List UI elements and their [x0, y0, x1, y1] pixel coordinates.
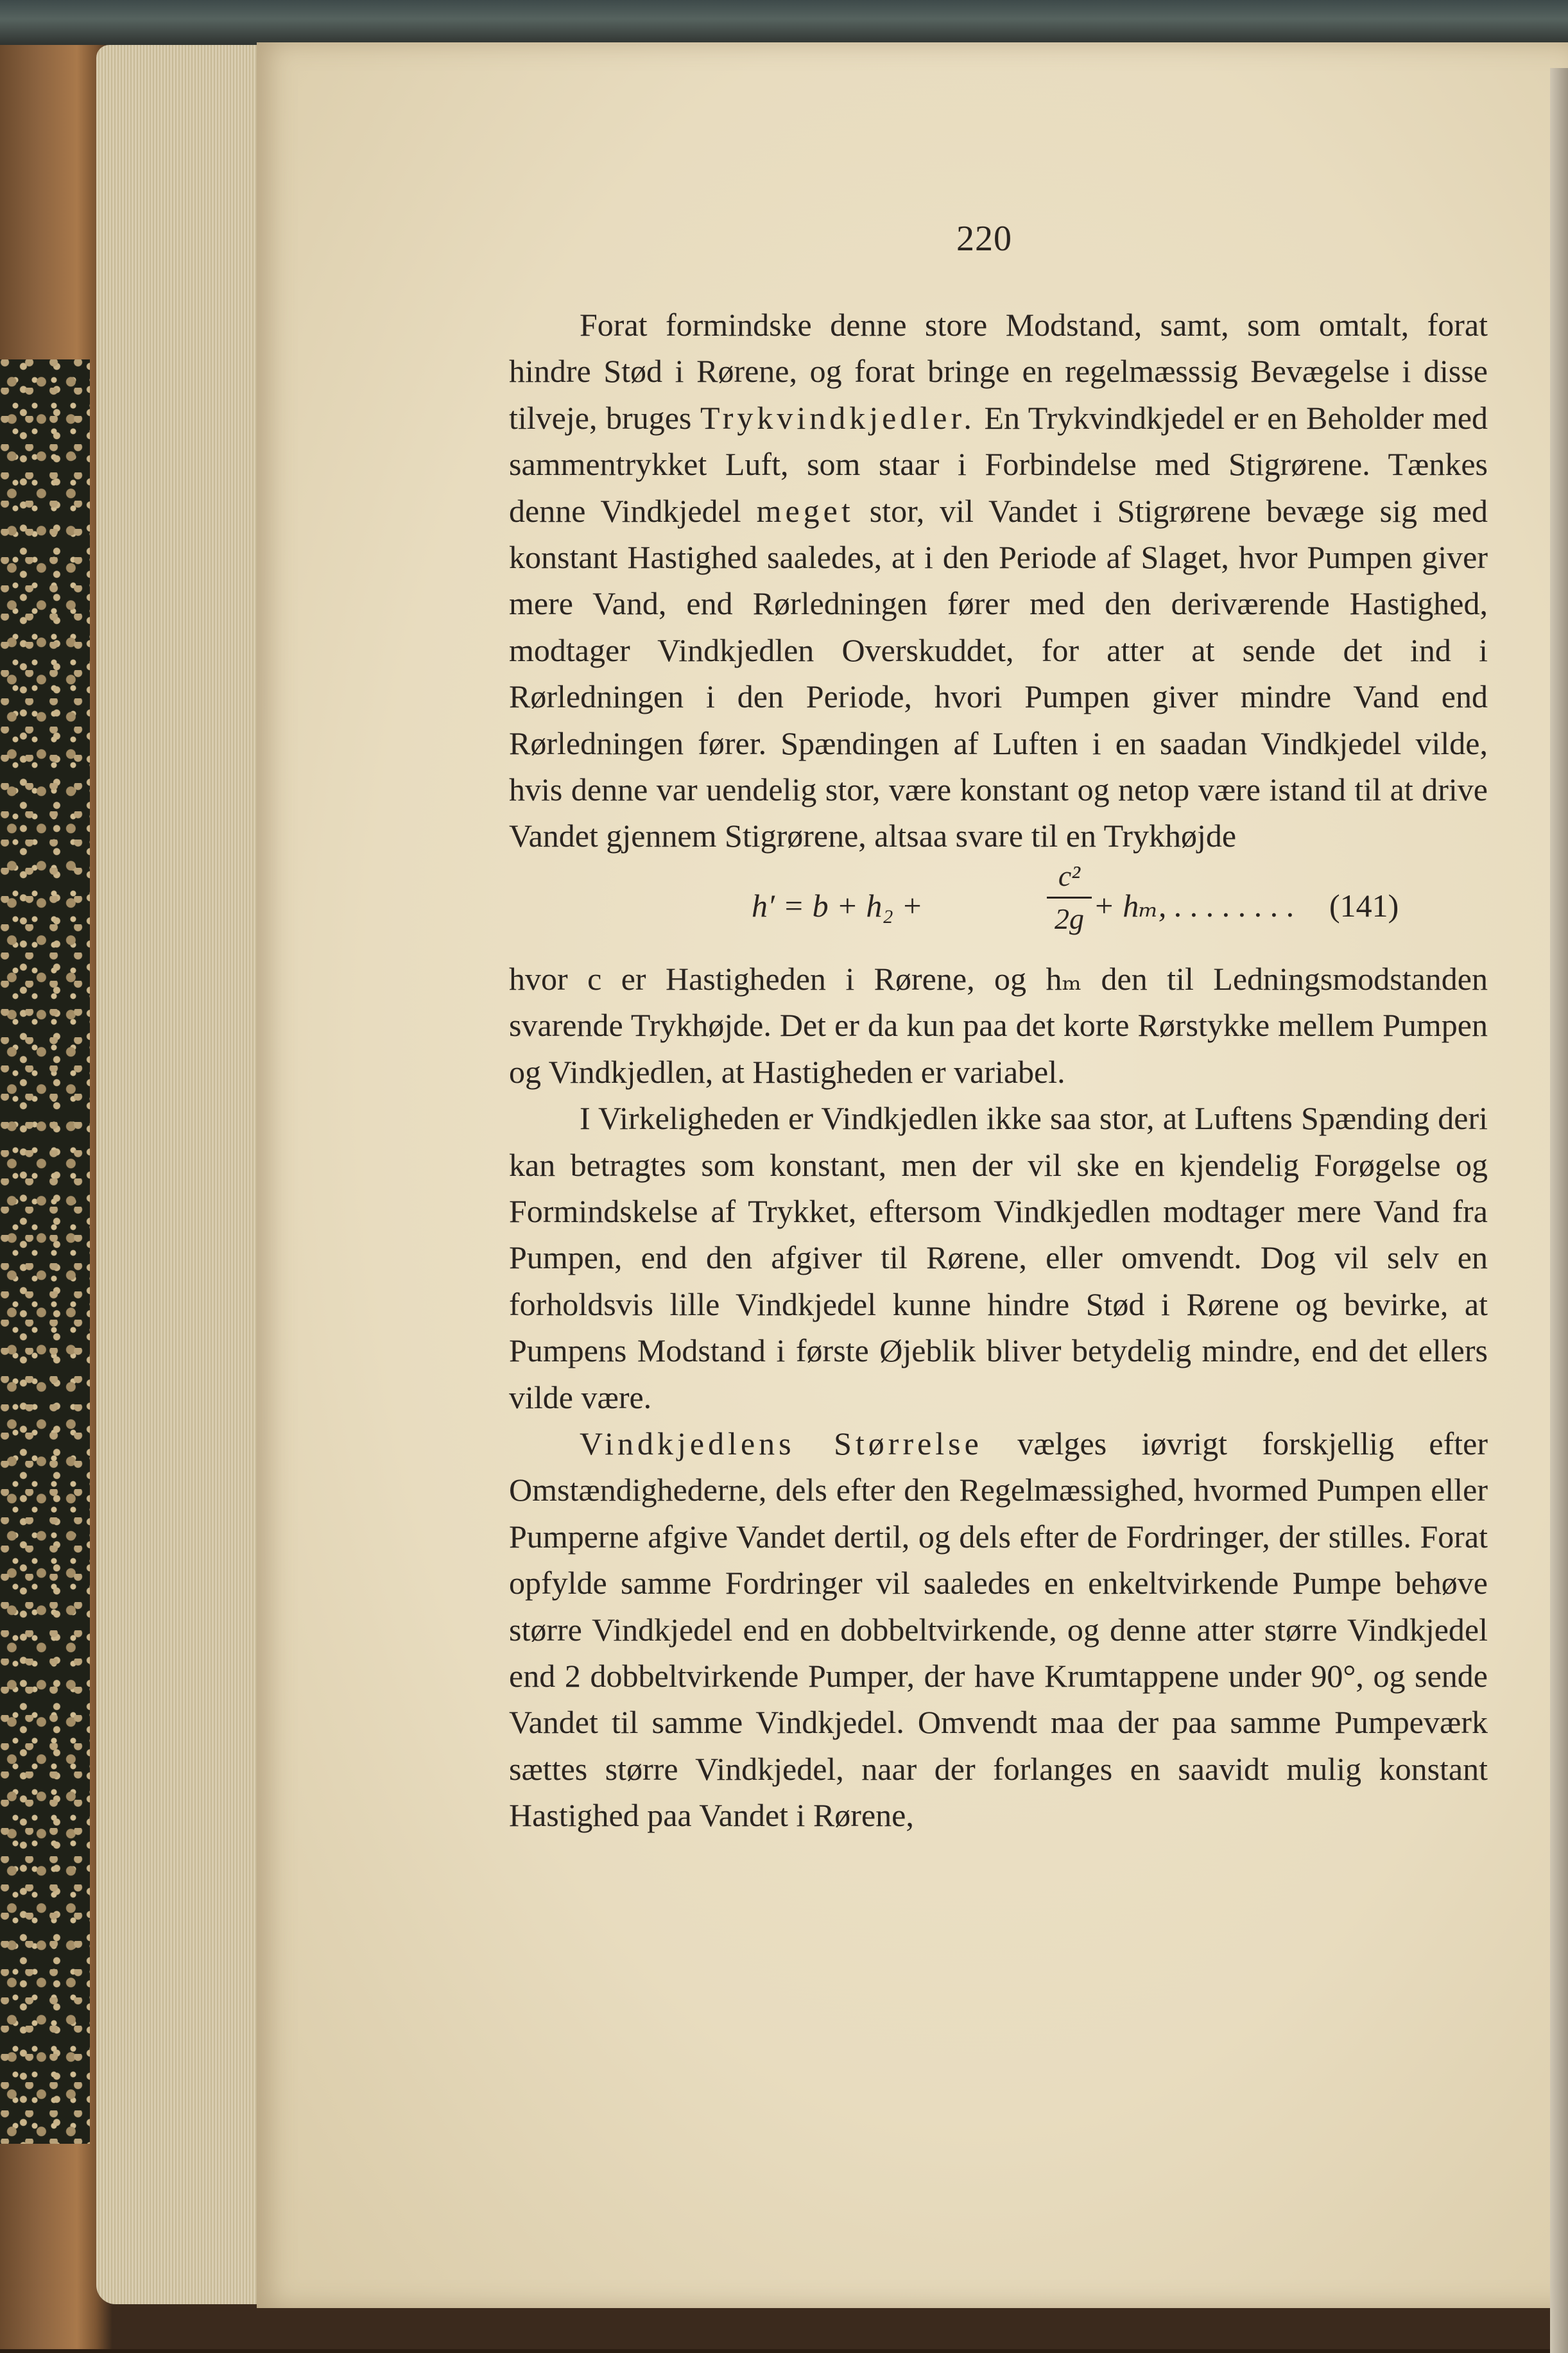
spaced-term-vindkjedlens-storrelse: Vindkjedlens Størrelse	[580, 1425, 983, 1461]
equation-number: (141)	[1329, 887, 1399, 924]
page-number: 220	[956, 219, 1012, 259]
spaced-term-trykvindkjedler: Trykvindkjedler.	[700, 399, 976, 436]
page-body	[509, 302, 1488, 1839]
formula-141	[509, 859, 1488, 956]
formula-rest: + hₘ, . . . . . . . .	[1093, 887, 1295, 924]
paragraph-3-text: vælges iøvrigt forskjellig efter Omstændighederne, dels efter den Regelmæssighed, hvormed Pumpen eller Pumperne afgive Vandet dertil, og dels efter de Fordringer, der stilles. Forat opfylde samme Fordringer vil saaledes en enkeltvirkende Pumpe behøve større Vindkjedel end en dobbeltvirkende, og denne atter større Vindkjedel end 2 dobbeltvirkende Pumper, der have Krumtappene under 90°, og sende Vandet til samme Vindkjedel. Omvendt maa der paa samme Pumpeværk sættes større Vindkjedel, naar der forlanges en saavidt mulig konstant Hastighed paa Vandet i Rørene,	[509, 1425, 1488, 1834]
paragraph-after-formula: hvor c er Hastigheden i Rørene, og hₘ den til Ledningsmodstanden svarende Trykhøjde. Det er da kun paa det korte Rørstykke mellem Pumpen og Vindkjedlen, at Hastigheden er variabel.	[509, 960, 1488, 1090]
fraction-bar	[1047, 897, 1092, 899]
paragraph-1	[509, 302, 1488, 859]
page-right-edge	[1550, 68, 1568, 2353]
formula-lhs: h′ = b + h₂ +	[752, 887, 924, 924]
paragraph-1-part-2: En Trykvindkjedel er en Beholder med sammentrykket Luft, som staar i Forbindelse med Stigrørene. Tænkes denne Vindkjedel	[509, 399, 1488, 529]
formula-fraction	[1047, 859, 1092, 936]
paragraph-1-part-1: Forat formindske denne store Modstand, samt, som omtalt, forat hindre Stød i Rørene, og forat bringe en regelmæsssig Bevægelse i disse tilveje, bruges	[509, 307, 1488, 436]
spaced-term-meget: meget	[756, 492, 854, 529]
formula-denominator: 2g	[1055, 902, 1084, 935]
paragraph-1-part-3: stor, vil Vandet i Stigrørene bevæge sig med konstant Hastighed saaledes, at i den Periode af Slaget, hvor Pumpen giver mere Vand, end Rørledningen fører med den deriværende Hastighed, modtager Vindkjedlen Overskuddet, for atter at sende det ind i Rørledningen i den Periode, hvori Pumpen giver mindre Vand end Rørledningen fører. Spændingen af Luften i en saadan Vindkjedel vilde, hvis denne var uendelig stor, være konstant og netop være istand til at drive Vandet gjennem Stigrørene, altsaa svare til en Trykhøjde	[509, 492, 1488, 854]
book-top-edge	[0, 0, 1568, 45]
paragraph-2: I Virkeligheden er Vindkjedlen ikke saa stor, at Luftens Spænding deri kan betragtes som konstant, men der vil ske en kjendelig Forøgelse og Formindskelse af Trykket, eftersom Vindkjedlen modtager mere Vand fra Pumpen, end den afgiver til Rørene, eller omvendt. Dog vil selv en forholdsvis lille Vindkjedel kunne hindre Stød i Rørene og bevirke, at Pumpens Modstand i første Øjeblik bliver betydelig mindre, end det ellers vilde være.	[509, 1100, 1488, 1415]
paragraph-3	[509, 1420, 1488, 1839]
page-edges	[96, 45, 263, 2304]
marbled-cover	[0, 359, 90, 2144]
formula-numerator: c²	[1058, 859, 1081, 892]
